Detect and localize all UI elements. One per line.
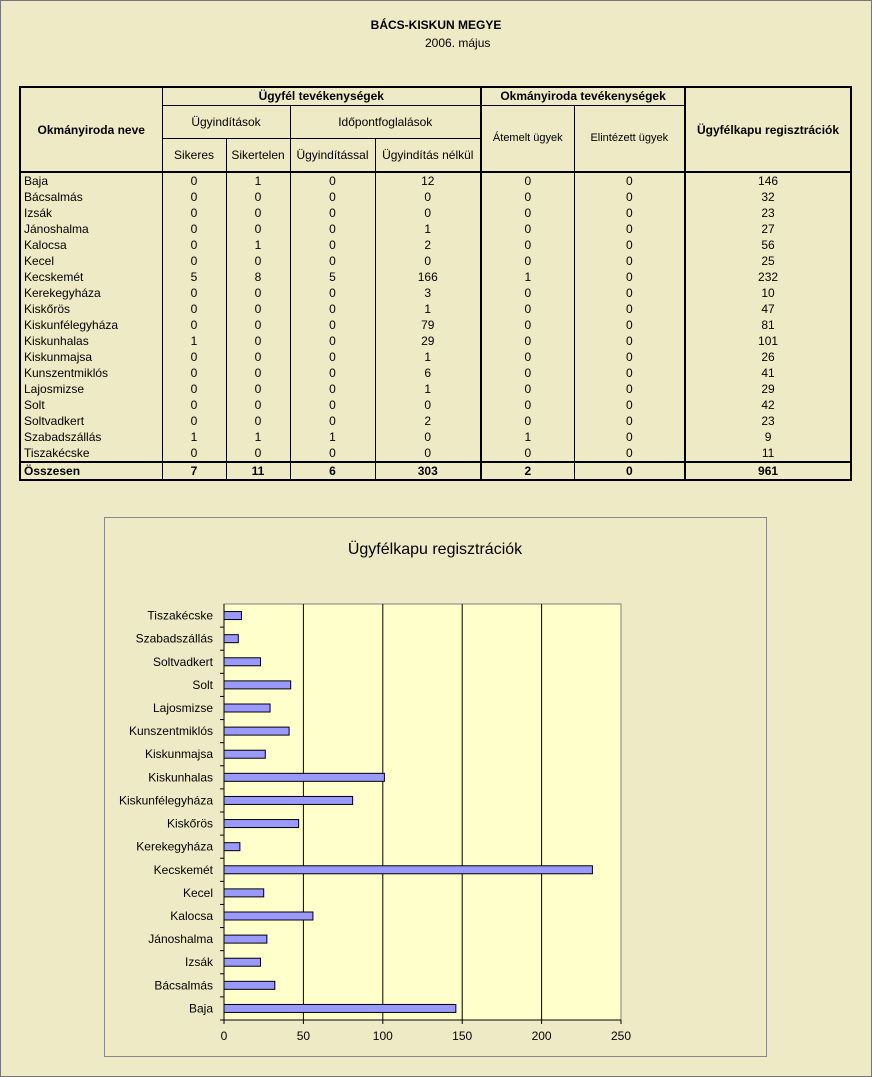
category-label: Bácsalmás — [154, 978, 213, 993]
value-cell: 0 — [226, 317, 290, 333]
office-name-cell: Kunszentmiklós — [20, 365, 162, 381]
value-cell: 0 — [290, 349, 375, 365]
value-cell: 0 — [226, 221, 290, 237]
value-cell: 5 — [162, 269, 226, 285]
bar — [224, 1004, 456, 1012]
office-name-cell: Izsák — [20, 205, 162, 221]
category-label: Baja — [188, 1001, 213, 1016]
value-cell: 0 — [574, 317, 685, 333]
value-cell: 0 — [574, 189, 685, 205]
office-name-cell: Baja — [20, 172, 162, 189]
value-cell: 146 — [685, 172, 851, 189]
value-cell: 0 — [290, 333, 375, 349]
x-tick-label: 150 — [452, 1029, 473, 1043]
office-name-cell: Kecskemét — [20, 269, 162, 285]
value-cell: 0 — [162, 221, 226, 237]
x-tick-label: 0 — [220, 1029, 228, 1043]
value-cell: 0 — [375, 189, 481, 205]
value-cell: 0 — [574, 285, 685, 301]
table-row — [20, 413, 851, 429]
value-cell: 23 — [685, 413, 851, 429]
table-row — [20, 285, 851, 301]
value-cell: 0 — [574, 269, 685, 285]
office-name-cell: Kiskőrös — [20, 301, 162, 317]
header-client-activities: Ügyfél tevékenységek — [162, 87, 481, 105]
table-row — [20, 397, 851, 413]
category-label: Solt — [192, 677, 213, 692]
value-cell: 0 — [290, 397, 375, 413]
category-label: Jánoshalma — [148, 932, 213, 947]
header-success: Sikeres — [162, 138, 226, 172]
office-name-cell: Jánoshalma — [20, 221, 162, 237]
value-cell: 1 — [481, 429, 574, 445]
value-cell: 0 — [481, 333, 574, 349]
value-cell: 0 — [226, 253, 290, 269]
bar — [224, 935, 267, 943]
bar — [224, 727, 289, 735]
value-cell: 0 — [574, 301, 685, 317]
value-cell: 6 — [290, 462, 375, 480]
value-cell: 0 — [481, 189, 574, 205]
value-cell: 0 — [226, 301, 290, 317]
bar — [224, 958, 261, 966]
header-without-initiation: Ügyindítás nélkül — [375, 138, 481, 172]
category-label: Kalocsa — [170, 909, 213, 923]
office-name-cell: Kiskunhalas — [20, 333, 162, 349]
bar — [224, 796, 353, 804]
office-name-cell: Kiskunmajsa — [20, 349, 162, 365]
office-name-cell: Kiskunfélegyháza — [20, 317, 162, 333]
office-name-cell: Kerekegyháza — [20, 285, 162, 301]
value-cell: 0 — [290, 413, 375, 429]
category-label: Kiskunmajsa — [144, 747, 213, 762]
value-cell: 0 — [574, 237, 685, 253]
value-cell: 1 — [162, 429, 226, 445]
value-cell: 7 — [162, 462, 226, 480]
bar — [224, 912, 313, 920]
plot-area — [224, 604, 621, 1020]
office-name-cell: Soltvadkert — [20, 413, 162, 429]
table-row — [20, 349, 851, 365]
bar — [224, 704, 270, 712]
value-cell: 2 — [375, 237, 481, 253]
x-tick-label: 200 — [531, 1029, 552, 1043]
bar — [224, 843, 240, 851]
value-cell: 0 — [574, 462, 685, 480]
bar — [224, 658, 261, 666]
page-subtitle: 2006. május — [425, 36, 491, 50]
table-row — [20, 253, 851, 269]
value-cell: 303 — [375, 462, 481, 480]
bar — [224, 750, 265, 758]
value-cell: 0 — [290, 189, 375, 205]
value-cell: 0 — [375, 205, 481, 221]
value-cell: 0 — [290, 237, 375, 253]
value-cell: 41 — [685, 365, 851, 381]
value-cell: 1 — [481, 269, 574, 285]
value-cell: 0 — [162, 205, 226, 221]
category-label: Tiszakécske — [147, 608, 213, 623]
value-cell: 29 — [375, 333, 481, 349]
value-cell: 0 — [481, 397, 574, 413]
value-cell: 0 — [162, 445, 226, 462]
header-transferred: Átemelt ügyek — [481, 105, 574, 172]
value-cell: 9 — [685, 429, 851, 445]
office-name-cell: Összesen — [20, 462, 162, 480]
value-cell: 1 — [375, 301, 481, 317]
table-row — [20, 317, 851, 333]
office-name-cell: Lajosmizse — [20, 381, 162, 397]
value-cell: 0 — [226, 205, 290, 221]
value-cell: 0 — [375, 253, 481, 269]
office-name-cell: Kecel — [20, 253, 162, 269]
category-label: Kecskemét — [153, 862, 213, 877]
value-cell: 0 — [162, 365, 226, 381]
value-cell: 0 — [574, 413, 685, 429]
bar — [224, 820, 299, 828]
office-name-cell: Kalocsa — [20, 237, 162, 253]
value-cell: 0 — [481, 413, 574, 429]
value-cell: 10 — [685, 285, 851, 301]
value-cell: 232 — [685, 269, 851, 285]
value-cell: 79 — [375, 317, 481, 333]
value-cell: 0 — [375, 397, 481, 413]
value-cell: 0 — [481, 253, 574, 269]
value-cell: 0 — [481, 365, 574, 381]
value-cell: 29 — [685, 381, 851, 397]
x-tick-label: 250 — [610, 1029, 632, 1043]
table-row — [20, 205, 851, 221]
statistics-table — [19, 86, 852, 481]
bar — [224, 612, 241, 620]
value-cell: 32 — [685, 189, 851, 205]
value-cell: 0 — [574, 445, 685, 462]
category-label: Szabadszállás — [135, 631, 213, 646]
value-cell: 0 — [574, 397, 685, 413]
value-cell: 0 — [290, 301, 375, 317]
value-cell: 0 — [226, 189, 290, 205]
category-label: Lajosmizse — [152, 701, 213, 715]
bar — [224, 635, 238, 643]
header-with-initiation: Ügyindítással — [290, 138, 375, 172]
value-cell: 0 — [290, 445, 375, 462]
category-label: Kunszentmiklós — [128, 724, 213, 739]
chart-container — [104, 517, 767, 1057]
value-cell: 1 — [226, 429, 290, 445]
value-cell: 0 — [481, 381, 574, 397]
value-cell: 11 — [685, 445, 851, 462]
header-handled: Elintézett ügyek — [574, 105, 685, 172]
table-row — [20, 172, 851, 189]
value-cell: 0 — [162, 301, 226, 317]
table-row — [20, 301, 851, 317]
value-cell: 27 — [685, 221, 851, 237]
value-cell: 0 — [226, 413, 290, 429]
header-gateway-registrations: Ügyfélkapu regisztrációk — [685, 87, 851, 172]
bar — [224, 773, 384, 781]
x-tick-label: 100 — [372, 1029, 393, 1043]
table-row — [20, 381, 851, 397]
value-cell: 0 — [375, 429, 481, 445]
header-fail: Sikertelen — [226, 138, 290, 172]
value-cell: 0 — [290, 381, 375, 397]
value-cell: 42 — [685, 397, 851, 413]
value-cell: 0 — [481, 317, 574, 333]
value-cell: 0 — [290, 365, 375, 381]
value-cell: 1 — [290, 429, 375, 445]
value-cell: 5 — [290, 269, 375, 285]
value-cell: 0 — [226, 381, 290, 397]
value-cell: 25 — [685, 253, 851, 269]
header-bookings: Időpontfoglalások — [290, 105, 481, 138]
value-cell: 0 — [574, 172, 685, 189]
value-cell: 0 — [481, 172, 574, 189]
value-cell: 0 — [226, 397, 290, 413]
value-cell: 0 — [290, 317, 375, 333]
value-cell: 0 — [481, 237, 574, 253]
value-cell: 2 — [375, 413, 481, 429]
x-tick-label: 50 — [296, 1029, 311, 1043]
value-cell: 1 — [375, 381, 481, 397]
table-row — [20, 365, 851, 381]
value-cell: 2 — [481, 462, 574, 480]
value-cell: 0 — [481, 205, 574, 221]
office-name-cell: Szabadszállás — [20, 429, 162, 445]
value-cell: 0 — [290, 253, 375, 269]
category-label: Kiskunfélegyháza — [118, 793, 213, 808]
category-label: Kecel — [182, 885, 213, 900]
value-cell: 26 — [685, 349, 851, 365]
office-name-cell: Tiszakécske — [20, 445, 162, 462]
table-row — [20, 429, 851, 445]
value-cell: 0 — [290, 221, 375, 237]
value-cell: 0 — [226, 333, 290, 349]
value-cell: 0 — [162, 413, 226, 429]
value-cell: 23 — [685, 205, 851, 221]
table-row — [20, 333, 851, 349]
bar — [224, 681, 291, 689]
value-cell: 0 — [226, 285, 290, 301]
value-cell: 0 — [162, 237, 226, 253]
value-cell: 81 — [685, 317, 851, 333]
value-cell: 1 — [226, 237, 290, 253]
value-cell: 0 — [226, 445, 290, 462]
value-cell: 0 — [574, 349, 685, 365]
value-cell: 8 — [226, 269, 290, 285]
bar — [224, 889, 264, 897]
value-cell: 0 — [290, 285, 375, 301]
value-cell: 0 — [162, 172, 226, 189]
value-cell: 0 — [162, 381, 226, 397]
bar — [224, 866, 592, 874]
value-cell: 0 — [290, 205, 375, 221]
header-office-name: Okmányiroda neve — [20, 87, 162, 172]
office-name-cell: Bácsalmás — [20, 189, 162, 205]
table-row — [20, 237, 851, 253]
value-cell: 0 — [481, 301, 574, 317]
office-name-cell: Solt — [20, 397, 162, 413]
value-cell: 0 — [226, 365, 290, 381]
value-cell: 47 — [685, 301, 851, 317]
value-cell: 0 — [481, 349, 574, 365]
value-cell: 0 — [162, 285, 226, 301]
value-cell: 0 — [162, 189, 226, 205]
value-cell: 1 — [375, 221, 481, 237]
value-cell: 0 — [574, 205, 685, 221]
category-label: Izsák — [184, 955, 213, 970]
value-cell: 6 — [375, 365, 481, 381]
value-cell: 0 — [574, 253, 685, 269]
chart-title: Ügyfélkapu regisztrációk — [347, 541, 523, 558]
header-office-activities: Okmányiroda tevékenységek — [481, 87, 685, 105]
bar — [224, 981, 275, 989]
value-cell: 1 — [162, 333, 226, 349]
category-label: Kiskőrös — [166, 816, 213, 831]
value-cell: 0 — [162, 349, 226, 365]
value-cell: 961 — [685, 462, 851, 480]
value-cell: 12 — [375, 172, 481, 189]
table-row — [20, 445, 851, 462]
value-cell: 0 — [481, 285, 574, 301]
value-cell: 0 — [574, 221, 685, 237]
page-title: BÁCS-KISKUN MEGYE — [370, 18, 502, 32]
category-label: Soltvadkert — [152, 654, 213, 669]
value-cell: 0 — [290, 172, 375, 189]
category-label: Kerekegyháza — [136, 839, 213, 854]
value-cell: 0 — [481, 221, 574, 237]
table-row — [20, 221, 851, 237]
value-cell: 0 — [574, 429, 685, 445]
value-cell: 56 — [685, 237, 851, 253]
header-initiations: Ügyindítások — [162, 105, 290, 138]
value-cell: 0 — [574, 381, 685, 397]
table-row — [20, 189, 851, 205]
value-cell: 1 — [226, 172, 290, 189]
category-label: Kiskunhalas — [148, 770, 213, 785]
value-cell: 1 — [375, 349, 481, 365]
table-row — [20, 269, 851, 285]
value-cell: 0 — [162, 397, 226, 413]
value-cell: 0 — [481, 445, 574, 462]
value-cell: 11 — [226, 462, 290, 480]
value-cell: 0 — [162, 317, 226, 333]
bar-chart — [105, 518, 766, 1056]
value-cell: 166 — [375, 269, 481, 285]
value-cell: 0 — [226, 349, 290, 365]
value-cell: 0 — [574, 333, 685, 349]
value-cell: 101 — [685, 333, 851, 349]
total-row — [20, 462, 851, 480]
value-cell: 0 — [162, 253, 226, 269]
value-cell: 3 — [375, 285, 481, 301]
value-cell: 0 — [574, 365, 685, 381]
value-cell: 0 — [375, 445, 481, 462]
